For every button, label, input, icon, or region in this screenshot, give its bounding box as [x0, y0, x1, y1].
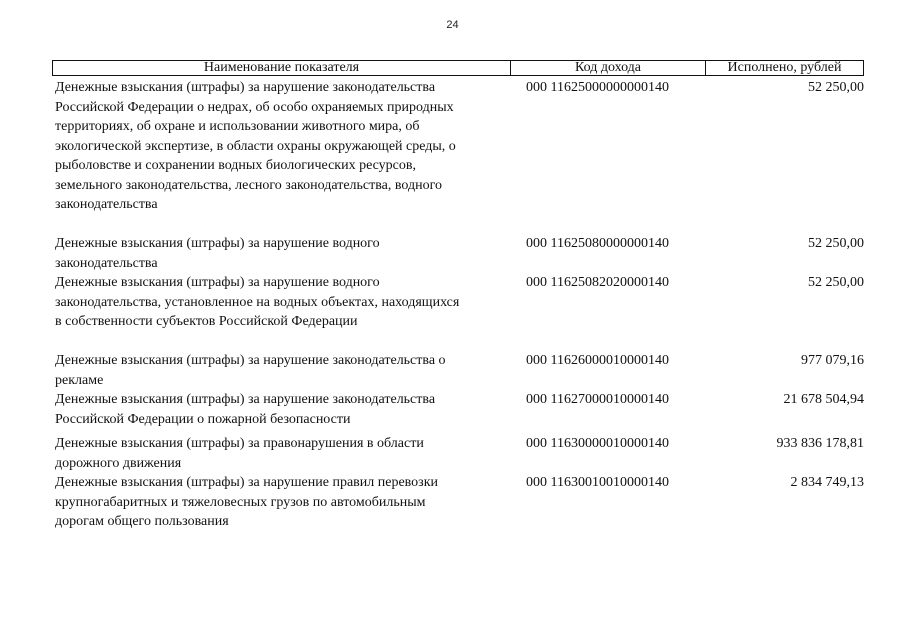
indicator-name-line: территориях, об охране и использовании животного мира, об [55, 119, 420, 134]
table-header [52, 60, 864, 76]
indicator-name-line: Денежные взыскания (штрафы) за правонарушения в области [55, 436, 424, 451]
indicator-name-line: Денежные взыскания (штрафы) за нарушение законодательства [55, 80, 436, 95]
indicator-name-line: рыболовстве и сохранении водных биологических ресурсов, [55, 158, 416, 173]
indicator-name-line: законодательства [55, 255, 158, 271]
indicator-name-cell [55, 234, 505, 273]
executed-amount-cell: 52 250,00 [808, 80, 864, 95]
indicator-name-line: Денежные взыскания (штрафы) за нарушение правил перевозки [55, 475, 439, 490]
indicator-name-line: законодательства [55, 197, 158, 212]
indicator-name-line: в собственности субъектов Российской Федерации [55, 314, 358, 329]
indicator-name-cell [55, 390, 505, 429]
indicator-name-line: рекламе [55, 372, 104, 388]
income-code-cell: 000 11630000010000140 [526, 436, 669, 451]
executed-amount-cell: 21 678 504,94 [783, 392, 864, 407]
executed-amount-cell: 52 250,00 [808, 275, 864, 290]
income-code-cell: 000 11630010010000140 [526, 475, 669, 490]
indicator-name-cell [55, 434, 505, 473]
indicator-name-line: Денежные взыскания (штрафы) за нарушение законодательства [55, 392, 436, 407]
column-header-name: Наименование показателя [53, 61, 511, 75]
income-code-cell: 000 11625082020000140 [526, 275, 669, 290]
indicator-name-line: дорогам общего пользования [55, 514, 229, 529]
executed-amount-cell: 52 250,00 [808, 236, 864, 251]
executed-amount-cell: 933 836 178,81 [776, 436, 864, 451]
indicator-name-line: Российской Федерации о недрах, об особо охраняемых природных [55, 99, 454, 115]
executed-amount-cell: 977 079,16 [801, 353, 864, 368]
indicator-name-cell [55, 273, 505, 332]
income-code-cell: 000 11625080000000140 [526, 236, 669, 251]
column-header-amount: Исполнено, рублей [727, 61, 842, 75]
column-header-code: Код дохода [511, 61, 706, 75]
indicator-name-line: Денежные взыскания (штрафы) за нарушение водного [55, 275, 380, 290]
indicator-name-line: дорожного движения [55, 455, 182, 471]
indicator-name-line: Денежные взыскания (штрафы) за нарушение водного [55, 236, 380, 251]
indicator-name-cell [55, 351, 505, 390]
income-code-cell: 000 11626000010000140 [526, 353, 669, 368]
income-code-cell: 000 11627000010000140 [526, 392, 669, 407]
indicator-name-line: земельного законодательства, лесного законодательства, водного [55, 177, 442, 193]
indicator-name-cell [55, 473, 505, 532]
indicator-name-line: законодательства, установленное на водных объектах, находящихся [55, 294, 460, 310]
indicator-name-line: экологической экспертизе, в области охраны окружающей среды, о [55, 138, 456, 154]
indicator-name-line: Российской Федерации о пожарной безопасности [55, 411, 351, 427]
indicator-name-line: Денежные взыскания (штрафы) за нарушение законодательства о [55, 353, 446, 368]
indicator-name-line: крупногабаритных и тяжеловесных грузов по автомобильным [55, 494, 426, 510]
indicator-name-cell [55, 78, 505, 215]
page-number: 24 [446, 19, 459, 31]
income-code-cell: 000 11625000000000140 [526, 80, 669, 95]
executed-amount-cell: 2 834 749,13 [790, 475, 864, 490]
